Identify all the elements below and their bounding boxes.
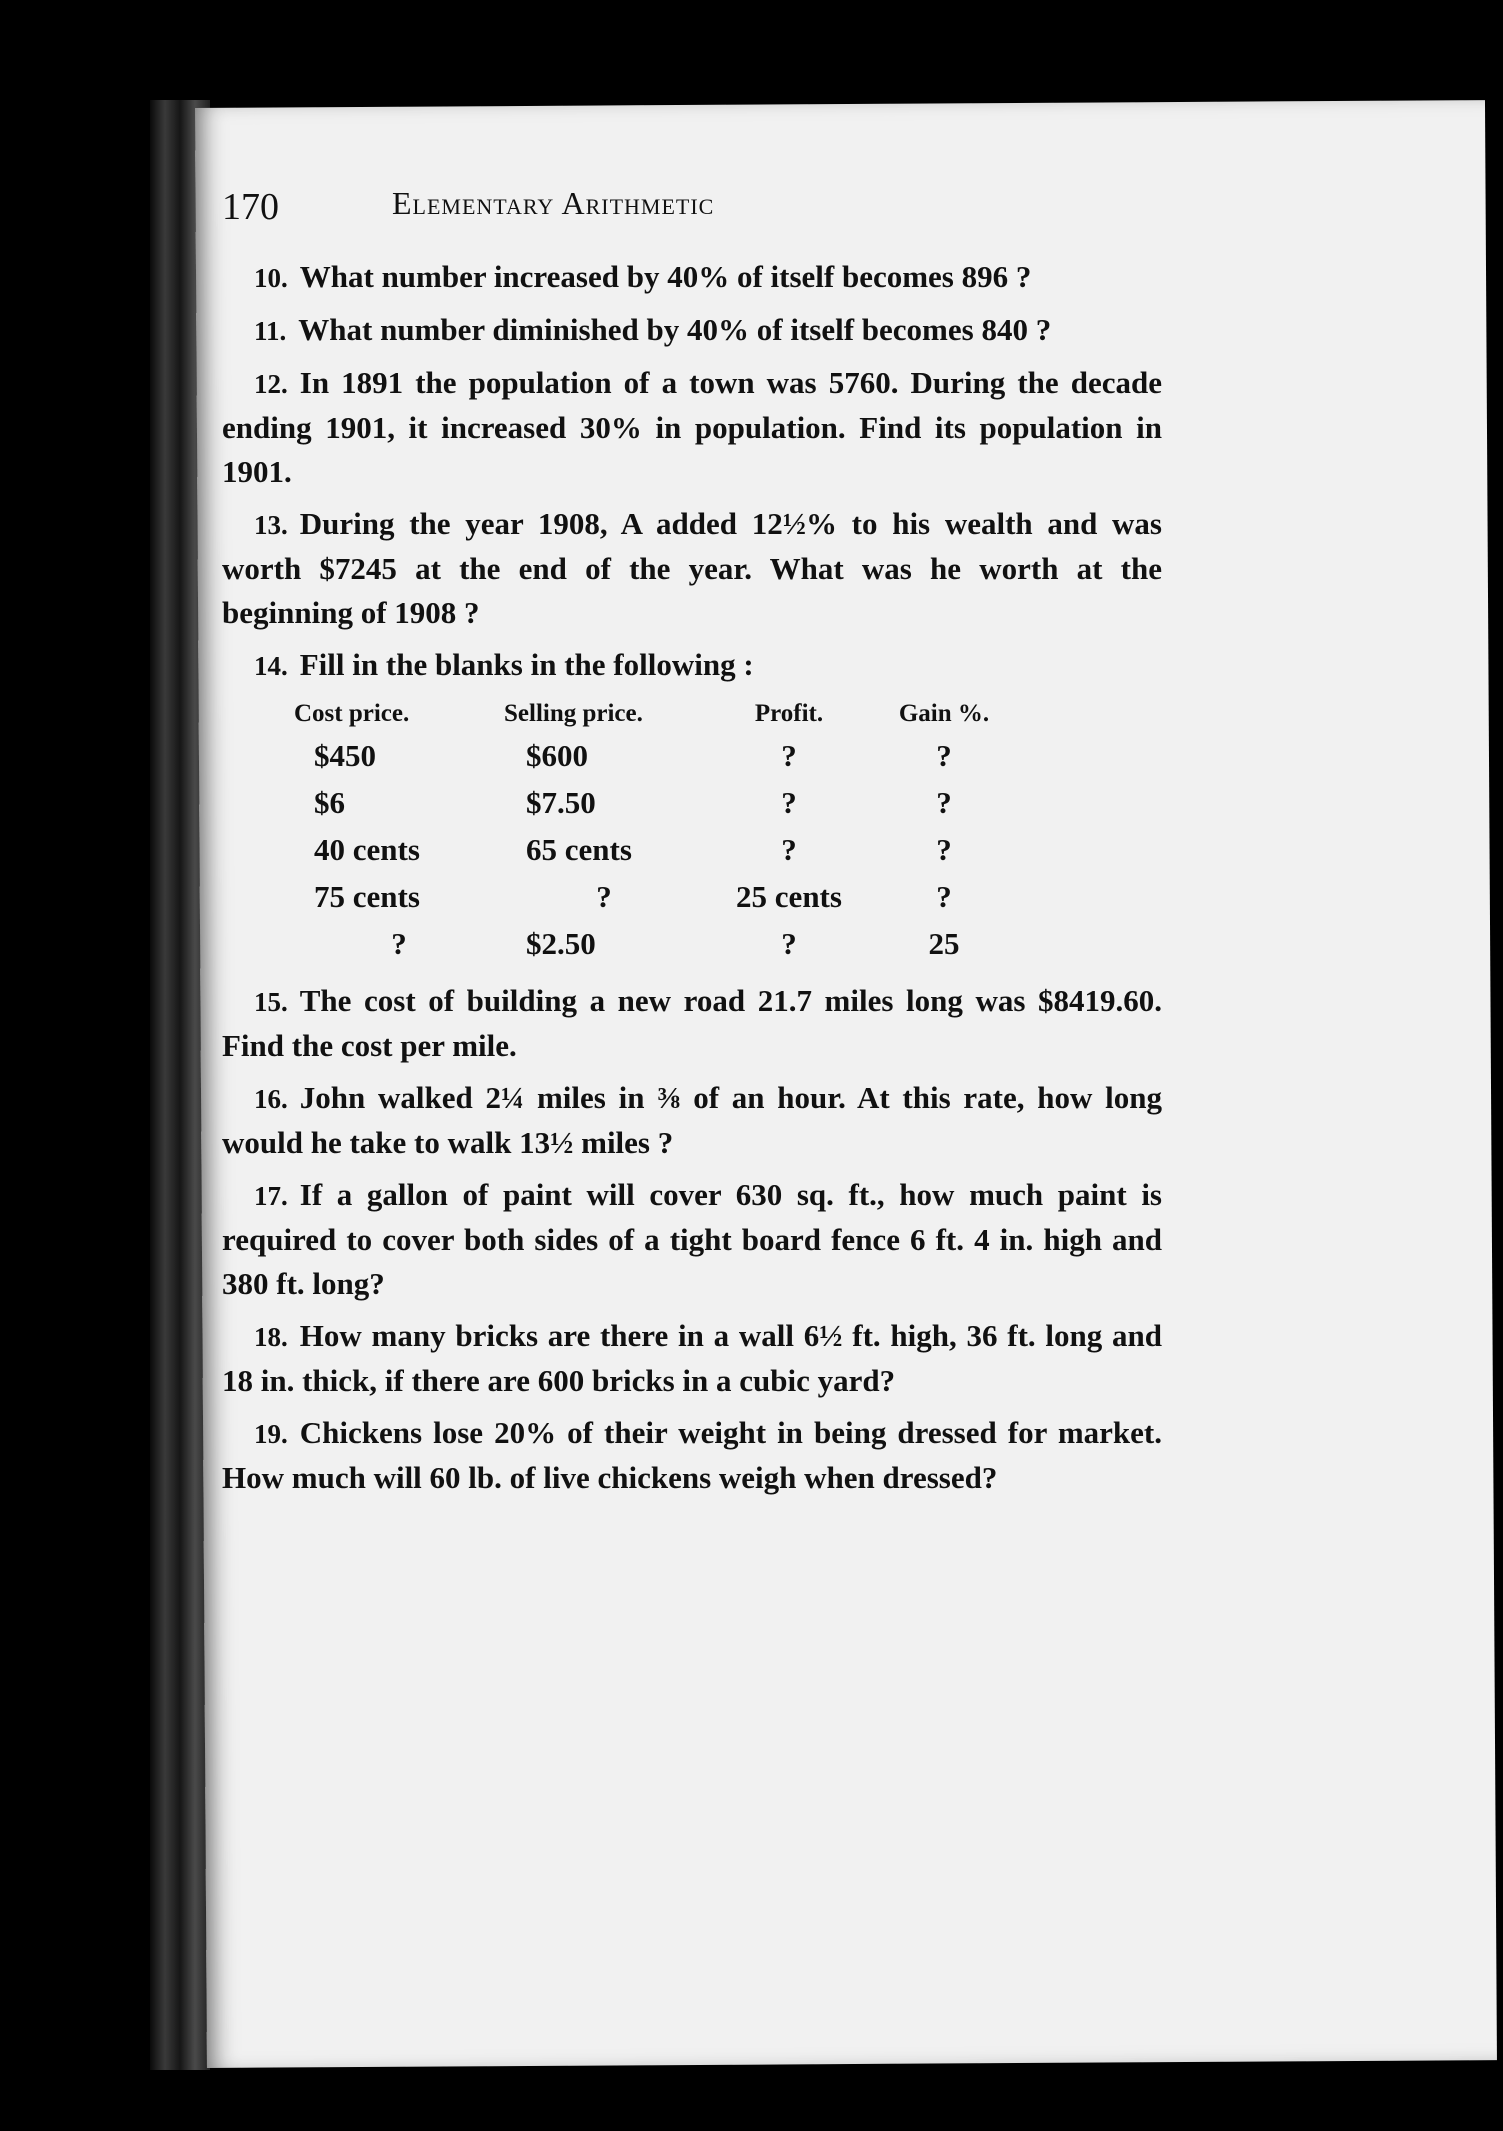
problem-text: How many bricks are there in a wall 6½ ft. high, 36 ft. long and 18 in. thick, if there are 600 bricks in a cubic yard? xyxy=(222,1318,1162,1398)
table-cell: $2.50 xyxy=(526,926,596,961)
page-header xyxy=(222,185,1062,235)
problem-number: 13. xyxy=(254,510,288,540)
table-header-profit: Profit. xyxy=(754,700,824,727)
table-cell: ? xyxy=(391,926,407,961)
problem-number: 18. xyxy=(254,1322,288,1352)
problem-text: The cost of building a new road 21.7 miles long was $8419.60. Find the cost per mile. xyxy=(222,983,1162,1063)
problem-number: 19. xyxy=(254,1419,288,1449)
problem-text: If a gallon of paint will cover 630 sq. ft., how much paint is required to cover both sides of a tight board fence 6 ft. 4 in. high and 380 ft. long? xyxy=(222,1177,1162,1301)
problem-16 xyxy=(222,1076,1162,1165)
profit-table xyxy=(294,696,1162,967)
problem-text: What number increased by 40% of itself becomes 896 ? xyxy=(299,259,1032,294)
problem-14 xyxy=(222,643,1162,688)
problem-10 xyxy=(222,255,1162,300)
problem-number: 15. xyxy=(254,987,288,1017)
table-cell: $6 xyxy=(314,785,345,820)
table-header-selling-price: Selling price. xyxy=(504,700,643,727)
table-cell: ? xyxy=(936,832,952,867)
problem-text: What number diminished by 40% of itself becomes 840 ? xyxy=(298,312,1052,347)
problem-13 xyxy=(222,502,1162,635)
table-cell: ? xyxy=(781,832,797,867)
problem-11 xyxy=(222,308,1162,353)
problem-number: 11. xyxy=(254,316,287,346)
table-cell: 25 cents xyxy=(736,879,842,914)
table-cell: ? xyxy=(936,785,952,820)
table-cell: $600 xyxy=(526,738,588,773)
problem-19 xyxy=(222,1411,1162,1500)
table-cell: ? xyxy=(781,926,797,961)
table-cell: 25 xyxy=(928,926,960,961)
problem-list xyxy=(222,255,1162,1508)
table-cell: 75 cents xyxy=(314,879,420,914)
problem-text: Chickens lose 20% of their weight in being dressed for market. How much will 60 lb. of live chickens weigh when dressed? xyxy=(222,1415,1162,1495)
table-cell: $450 xyxy=(314,738,376,773)
page-number: 170 xyxy=(222,186,279,228)
problem-number: 17. xyxy=(254,1181,288,1211)
problem-number: 16. xyxy=(254,1084,288,1114)
problem-15 xyxy=(222,979,1162,1068)
table-cell: ? xyxy=(936,879,952,914)
problem-text: In 1891 the population of a town was 5760. During the decade ending 1901, it increased 30% in population. Find its population in 1901. xyxy=(222,365,1162,489)
table-cell: 40 cents xyxy=(314,832,420,867)
table-cell: ? xyxy=(781,785,797,820)
table-cell: ? xyxy=(936,738,952,773)
table-cell: ? xyxy=(596,879,612,914)
running-title: Elementary Arithmetic xyxy=(392,185,715,221)
problem-18 xyxy=(222,1314,1162,1403)
table-cell: 65 cents xyxy=(526,832,632,867)
problem-17 xyxy=(222,1173,1162,1306)
table-cell: $7.50 xyxy=(526,785,596,820)
problem-12 xyxy=(222,361,1162,494)
table-header-cost-price: Cost price. xyxy=(294,700,410,727)
problem-text: Fill in the blanks in the following : xyxy=(299,647,754,682)
table-cell: ? xyxy=(781,738,797,773)
problem-number: 12. xyxy=(254,369,288,399)
problem-text: John walked 2¼ miles in ⅜ of an hour. At this rate, how long would he take to walk 13½ miles ? xyxy=(222,1080,1162,1160)
problem-number: 10. xyxy=(254,263,288,293)
problem-number: 14. xyxy=(254,651,288,681)
table-header-gain-percent: Gain %. xyxy=(898,700,990,727)
problem-text: During the year 1908, A added 12½% to his wealth and was worth $7245 at the end of the year. What was he worth at the beginning of 1908 ? xyxy=(222,506,1162,630)
